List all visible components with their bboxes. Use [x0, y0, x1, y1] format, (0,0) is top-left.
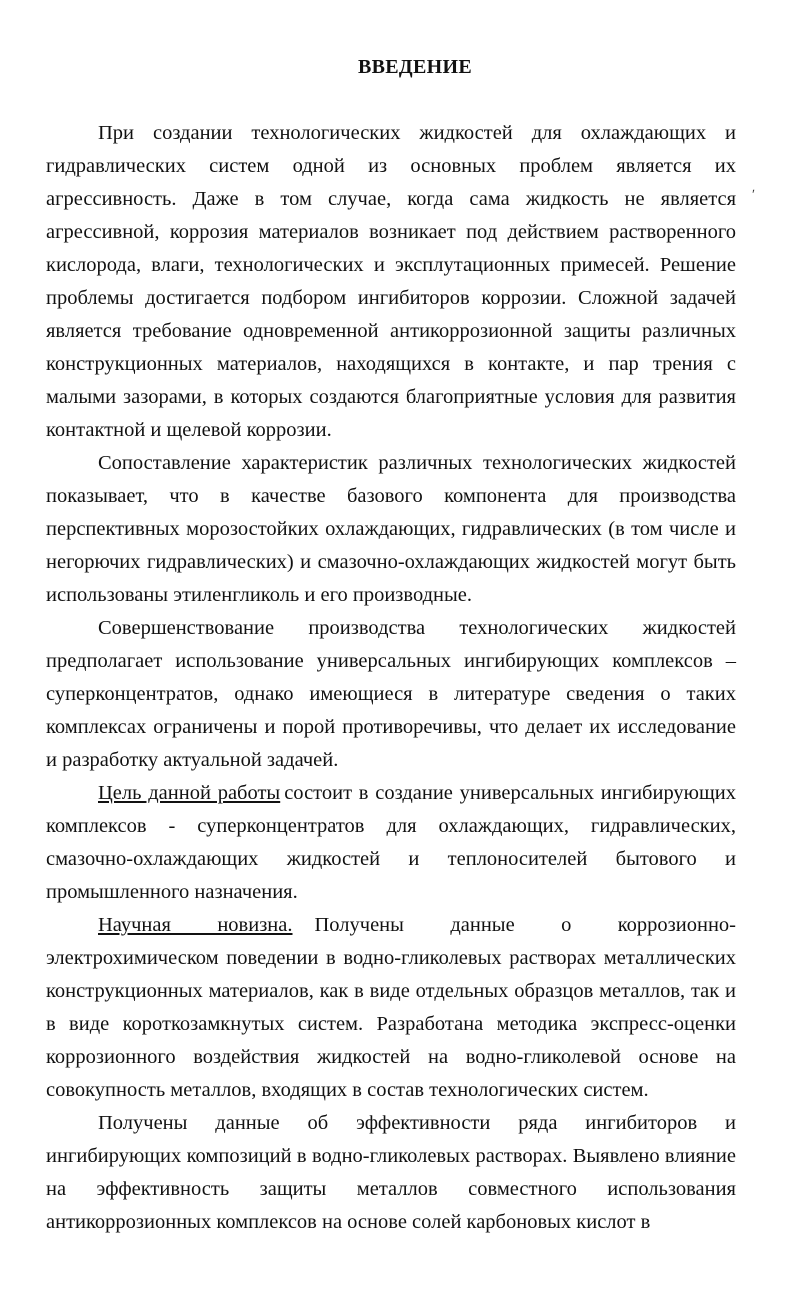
paragraph-5 [46, 909, 736, 1107]
paragraph-1: При создании технологических жидкостей для охлаждающих и гидравлических систем одной из основных проблем является их агрессивность. Даже в том случае, когда сама жидкость не является агрессивной, коррозия материалов возникает под действием растворенного кислорода, влаги, технологических и эксплутационных примесей. Решение проблемы достигается подбором ингибиторов коррозии. Сложной задачей является требование одновременной антикоррозионной защиты различных конструкционных материалов, находящихся в контакте, и пар трения с малыми зазорами, в которых создаются благоприятные условия для развития контактной и щелевой коррозии. [46, 122, 736, 441]
paragraph-4-text: состоит в создание универсальных ингибирующих комплексов - суперконцентратов для охлаждающих, гидравлических, смазочно-охлаждающих жидкостей и теплоносителей бытового и промышленного назначения. [46, 782, 736, 903]
paragraph-6: Получены данные об эффективности ряда ингибиторов и ингибирующих композиций в водно-гликолевых растворах. Выявлено влияние на эффективность защиты металлов совместного использования антикоррозионных комплексов на основе солей карбоновых кислот в [46, 1112, 736, 1233]
page-title: ВВЕДЕНИЕ [358, 56, 472, 78]
paragraph-5-lead: Научная новизна. [98, 914, 293, 936]
paragraph-4 [46, 777, 736, 909]
paragraph-4-lead: Цель данной работы [98, 782, 281, 804]
paragraph-5-text: Получены данные о коррозионно-электрохимическом поведении в водно-гликолевых растворах металлических конструкционных материалов, как в виде отдельных образцов металлов, так и в виде короткозамкнутых систем. Разработана методика экспресс-оценки коррозионного воздействия жидкостей на водно-гликолевой основе на совокупность металлов, входящих в состав технологических систем. [46, 914, 736, 1101]
document-body [46, 117, 736, 1239]
paragraph-3: Совершенствование производства технологических жидкостей предполагает использование универсальных ингибирующих комплексов – суперконцентратов, однако имеющиеся в литературе сведения о таких комплексах ограничены и порой противоречивы, что делает их исследование и разработку актуальной задачей. [46, 617, 736, 771]
paragraph-2: Сопоставление характеристик различных технологических жидкостей показывает, что в качестве базового компонента для производства перспективных морозостойких охлаждающих, гидравлических (в том числе и негорючих гидравлических) и смазочно-охлаждающих жидкостей могут быть использованы этиленгликоль и его производные. [46, 452, 736, 606]
scan-mark: ʹ [752, 188, 756, 203]
